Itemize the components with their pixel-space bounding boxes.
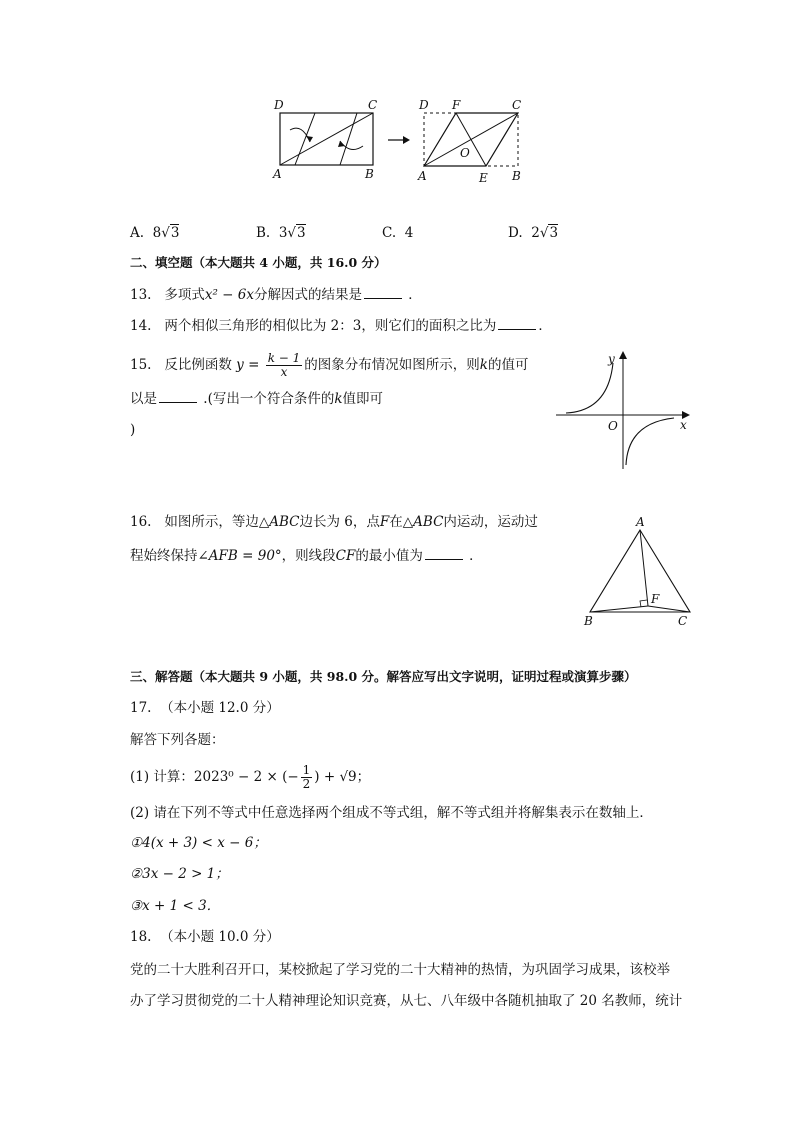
q18-line2: 办了学习贯彻党的二十人精神理论知识竞赛，从七、八年级中各随机抽取了 20 名教师，统计 — [130, 993, 683, 1009]
q16-mid: 边长为 6，点 — [299, 514, 380, 530]
diagonal-ac — [280, 113, 373, 165]
q15-line2-k: k — [334, 391, 343, 407]
graph-label-o: O — [608, 419, 618, 433]
q15-post2: 的值可 — [487, 357, 529, 373]
option-c-prefix: C. — [382, 225, 397, 241]
q17-inequality-2: ②3x − 2 > 1； — [130, 866, 229, 882]
label-para-a: A — [418, 169, 427, 183]
option-d-prefix: D. — [508, 225, 523, 241]
label-rect-d: D — [274, 98, 284, 112]
q16-number: 16. — [130, 514, 152, 530]
hyperbola-graph — [550, 345, 700, 475]
triangle-abc — [590, 530, 690, 612]
option-b-prefix: B. — [256, 225, 271, 241]
q16-triangle: △ABC — [258, 514, 300, 530]
q15-line2-end: 值即可 — [342, 391, 384, 407]
label-para-e: E — [479, 171, 488, 185]
q17-p1-frac-den: 2 — [302, 777, 311, 791]
q17-p1-pre: (1) 计算： — [130, 769, 194, 785]
q17-p1-end: ； — [356, 769, 371, 785]
question-15-line3: ) — [130, 422, 136, 438]
q18-line1: 党的二十大胜利召开口，某校掀起了学习党的二十大精神的热情，为巩固学习成果，该校举 — [130, 962, 670, 978]
label-para-c: C — [512, 98, 522, 112]
q15-fraction — [266, 352, 303, 379]
q13-answer-blank — [364, 284, 402, 299]
graph-label-x: x — [680, 418, 687, 432]
q17-inequality-1: ①4(x + 3) < x − 6； — [130, 835, 267, 851]
q17-p1-fraction — [301, 764, 313, 791]
option-c-value: 4 — [404, 225, 414, 241]
option-d: D. 2√3 — [508, 225, 559, 241]
fold-line-2 — [340, 113, 357, 165]
q13-number: 13. — [130, 287, 152, 303]
arrowhead-1 — [306, 136, 313, 142]
segment-cf — [648, 606, 690, 612]
section-2-title: 二、填空题（本大题共 4 小题，共 16.0 分） — [130, 255, 387, 270]
q13-post: 分解因式的结果是 — [253, 287, 362, 303]
label-para-o: O — [460, 146, 470, 160]
triangle-figure — [578, 512, 698, 632]
q17-p1-expr-a: 2023⁰ − 2 × (− — [193, 769, 299, 785]
y-axis-arrow — [619, 351, 627, 359]
q16-line2-pre: 程始终保持 — [130, 548, 198, 564]
q14-answer-blank — [498, 315, 536, 330]
graph-label-y: y — [608, 352, 615, 366]
q17-part2: (2) 请在下列不等式中任意选择两个组成不等式组，解不等式组并将解集表示在数轴上． — [130, 805, 653, 821]
q16-pre: 如图所示，等边 — [164, 514, 259, 530]
q15-y-eq: y = — [236, 357, 260, 373]
q16-answer-blank — [425, 545, 463, 560]
q16-triangle-2: △ABC — [402, 514, 444, 530]
option-b-coef: 3 — [278, 225, 288, 241]
label-para-d: D — [419, 98, 429, 112]
q16-angle: ∠AFB = 90° — [197, 548, 282, 564]
q14-end: ． — [538, 318, 552, 334]
q16-segment: CF — [335, 548, 356, 564]
q17-inequality-3: ③x + 1 < 3． — [130, 898, 221, 914]
fig-label-b: B — [584, 614, 593, 628]
question-13 — [130, 284, 422, 305]
fig-label-c: C — [678, 614, 688, 628]
q17-intro: 解答下列各题： — [130, 732, 225, 748]
q14-number: 14. — [130, 318, 152, 334]
q15-answer-blank — [159, 388, 197, 403]
segment-bf — [590, 606, 648, 612]
question-15-line2 — [130, 388, 383, 409]
q15-k: k — [479, 357, 488, 373]
q15-line2-post: .(写出一个符合条件的 — [203, 391, 335, 407]
q14-text: 两个相似三角形的相似比为 2：3，则它们的面积之比为 — [164, 318, 497, 334]
option-a-radicand: 3 — [170, 225, 180, 241]
fold-line-1 — [295, 113, 315, 165]
q15-pre: 反比例函数 — [164, 357, 232, 373]
question-17-header — [130, 698, 280, 718]
fig-label-f: F — [651, 592, 660, 606]
label-rect-a: A — [273, 167, 282, 181]
q13-expr: x² − 6x — [204, 287, 254, 303]
option-d-coef: 2 — [531, 225, 540, 241]
option-a-prefix: A. — [130, 225, 145, 241]
q17-p1-frac-num: 1 — [302, 763, 311, 777]
q18-number: 18. — [130, 929, 152, 945]
arrowhead-2 — [338, 141, 345, 147]
label-rect-b: B — [365, 167, 374, 181]
hyperbola-branch-left — [566, 363, 613, 413]
q18-score: （本小题 10.0 分） — [160, 929, 280, 945]
section-3-title: 三、解答题（本大题共 9 小题，共 98.0 分。解答应写出文字说明，证明过程或演算步骤） — [130, 669, 637, 684]
q13-end: ． — [408, 287, 422, 303]
question-15 — [130, 352, 528, 379]
q15-frac-den: x — [280, 365, 288, 379]
q15-number: 15. — [130, 357, 152, 373]
option-a-coef: 8 — [152, 225, 162, 241]
fig-label-a: A — [636, 515, 645, 529]
q15-frac-num: k − 1 — [267, 351, 301, 365]
option-a: A. 8√3 — [130, 225, 180, 241]
question-18-header — [130, 927, 280, 947]
q17-p1-expr-b: ) + √9 — [314, 769, 357, 785]
q17-score: （本小题 12.0 分） — [160, 700, 280, 716]
question-14 — [130, 315, 552, 336]
option-c — [382, 225, 413, 241]
q17-number: 17. — [130, 700, 152, 716]
question-16 — [130, 512, 538, 532]
q16-post: 内运动，运动过 — [443, 514, 538, 530]
q15-post: 的图象分布情况如图所示，则 — [304, 357, 480, 373]
q16-line2-post: 的最小值为 — [355, 548, 423, 564]
q16-line2-mid: ，则线段 — [281, 548, 336, 564]
label-rect-c: C — [368, 98, 378, 112]
q16-mid2: 在 — [389, 514, 403, 530]
label-para-b: B — [512, 169, 521, 183]
q17-part1 — [130, 764, 370, 791]
q13-pre: 多项式 — [164, 287, 205, 303]
rectangle-fold-figure — [0, 0, 794, 200]
label-para-f: F — [452, 98, 461, 112]
q15-line2-pre: 以是 — [130, 391, 157, 407]
option-b-radicand: 3 — [297, 225, 306, 241]
q16-point-f: F — [379, 514, 390, 530]
q16-end: ． — [469, 548, 483, 564]
transform-arrowhead — [403, 136, 410, 144]
hyperbola-branch-right — [626, 418, 674, 465]
question-16-line2 — [130, 545, 483, 566]
option-d-radicand: 3 — [549, 225, 559, 241]
option-b: B. 3√3 — [256, 225, 306, 241]
